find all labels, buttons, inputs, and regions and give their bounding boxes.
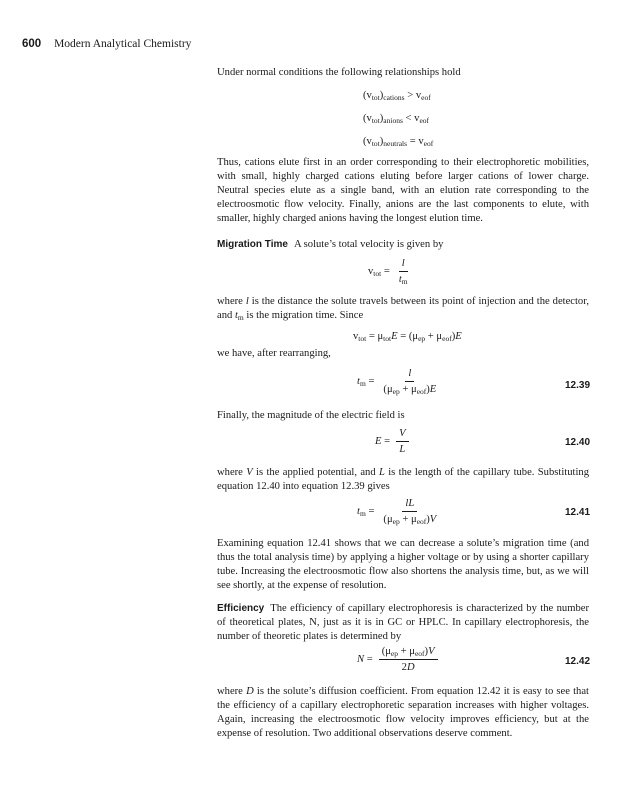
- efficiency-heading: Efficiency: [217, 603, 265, 614]
- equation-vtot-mobility: $v_{tot} = \mu_{tot}E = (\mu_{ep} + \mu_{eof})E$: [353, 331, 462, 343]
- rel-op-anions: <: [405, 113, 412, 124]
- relation-anions: $(v_{tot})_{anions} < v_{eof}$: [363, 113, 430, 125]
- equation-vtot-fraction: $v_{tot}$ = $\frac{l}{t_m}$: [368, 258, 408, 286]
- equation-number-12-42: 12.42: [565, 656, 591, 667]
- potential-length-paragraph: where V is the applied potential, and L is the length of the capillary tube. Substituting equation 12.40 into equation 12.39 gives: [217, 467, 590, 492]
- migration-where-paragraph: where l is the distance the solute travels between its point of injection and the detector, and $t_m$ is the migration time. Since: [217, 296, 589, 322]
- rel-op-neutrals: =: [409, 136, 416, 147]
- examining-paragraph: Examining equation 12.41 shows that we can decrease a solute’s migration time (and thus the total analysis time) by applying a higher voltage or by using a shorter capillary tube. Increasing the electroosmotic flow also shortens the analysis time, but, as we will see shortly, at the expense of resolution.: [217, 538, 589, 591]
- efficiency-paragraph: Efficiency The efficiency of capillary electrophoresis is characterized by the number of theoretical plates, N, just as it is in GC or HPLC. In capillary electrophoresis, the number of theoretic plates is determined by: [217, 603, 589, 642]
- book-title: Modern Analytical Chemistry: [54, 38, 192, 50]
- elution-order-paragraph: Thus, cations elute first in an order corresponding to their electrophoretic mobilities, with small, highly charged cations eluting before larger cations of lower charge. Neutral species elute as a single band, with an elution rate corresponding to the electroosmotic flow velocity. Finally, anions are the last components to elute, with smaller, highly charged anions having the longest elution time.: [217, 157, 589, 224]
- running-header: [22, 38, 191, 50]
- intro-paragraph: Under normal conditions the following relationships hold: [217, 67, 461, 78]
- equation-number-12-39: 12.39: [565, 380, 591, 391]
- relation-cations: $(v_{tot})_{cations} > v_{eof}$: [363, 90, 431, 102]
- rel-sub-anions: anions: [383, 116, 403, 125]
- electric-field-text: Finally, the magnitude of the electric field is: [217, 410, 405, 421]
- equation-number-12-40: 12.40: [565, 437, 591, 448]
- migration-time-heading: Migration Time: [217, 239, 288, 250]
- equation-12-42: N = $\frac{(\mu_{ep} + \mu_{eof})V}{2D}$: [357, 646, 438, 673]
- migration-time-paragraph: Migration Time A solute’s total velocity is given by: [217, 239, 444, 250]
- relation-neutrals: $(v_{tot})_{neutrals} = v_{eof}$: [363, 136, 434, 148]
- page-number: 600: [22, 38, 42, 50]
- equation-number-12-41: 12.41: [565, 507, 591, 518]
- diffusion-paragraph: where D is the solute’s diffusion coefficient. From equation 12.42 it is easy to see that the efficiency of a capillary electrophoretic separation increases with higher voltages. Again, increasing the electroosmotic flow velocity improves efficiency, but at the expense of resolution. Two additional observations deserve comment.: [217, 686, 590, 739]
- equation-12-41: $t_m$ = $\frac{lL}{(\mu_{ep} + \mu_{eof})V}$: [357, 498, 437, 526]
- rel-sub-cations: cations: [383, 93, 405, 102]
- rel-op-cations: >: [407, 90, 414, 101]
- rearranging-text: we have, after rearranging,: [217, 348, 331, 359]
- rel-sub-neutrals: neutrals: [383, 139, 408, 148]
- equation-12-39: $t_m$ = $\frac{l}{(\mu_{ep} + \mu_{eof})E}$: [357, 368, 437, 396]
- equation-12-40: E = $\frac{V}{L}$: [375, 428, 409, 455]
